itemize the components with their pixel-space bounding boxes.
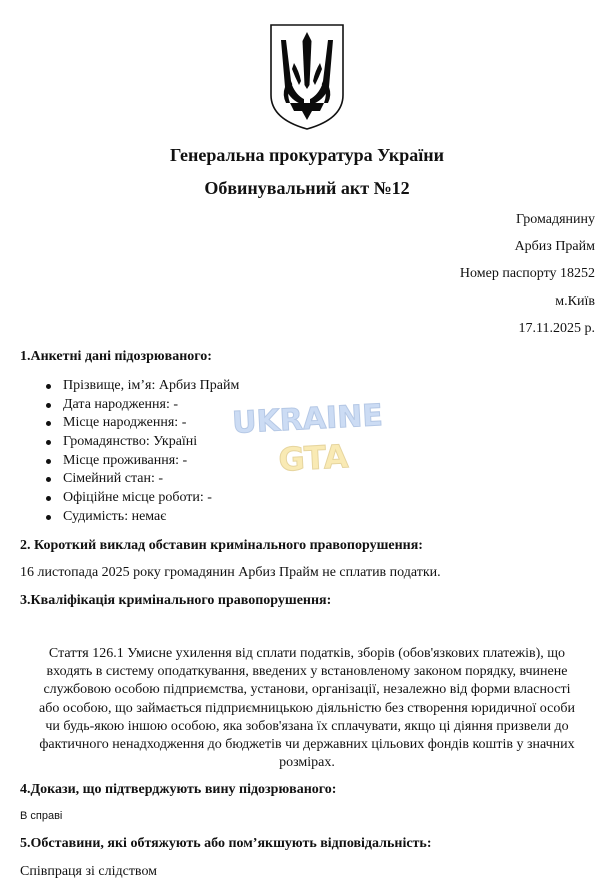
article-line: або особою, що займається підприємницькою діяльністю без створення юридичної особи <box>39 700 575 716</box>
list-item: Прізвище, ім’я: Арбиз Прайм <box>44 377 239 396</box>
suspect-details-list <box>44 377 239 527</box>
circumstances-mitigating-text: Співпраця зі слідством <box>20 864 158 879</box>
article-line: розмірах. <box>279 755 335 771</box>
ukraine-gta-watermark <box>222 393 394 479</box>
list-item: Судимість: немає <box>44 508 239 527</box>
article-text <box>20 645 594 772</box>
evidence-text: В справі <box>20 810 63 822</box>
list-item: Дата народження: - <box>44 396 239 415</box>
circumstances-text: 16 листопада 2025 року громадянин Арбиз Прайм не сплатив податки. <box>20 565 441 580</box>
list-item: Сімейний стан: - <box>44 470 239 489</box>
document-date: 17.11.2025 р. <box>518 321 595 336</box>
city: м.Київ <box>555 294 595 309</box>
coat-of-arms-icon <box>268 23 346 131</box>
article-line: фактичного ненадходження до бюджетів чи державних цільових фондів коштів у значних <box>39 737 575 753</box>
list-item: Громадянство: Україні <box>44 433 239 452</box>
recipient-name: Арбиз Прайм <box>514 239 595 254</box>
article-line: службовою особою підприємства, установи, організації, незалежно від форми власності <box>43 682 571 698</box>
document-title: Обвинувальний акт №12 <box>204 178 410 198</box>
watermark-line2: GTA <box>277 437 350 479</box>
article-line: чи будь-якою іншою особою, яка зобов'язана їх сплачувати, якщо ці діяння призвели до <box>45 718 569 734</box>
watermark-line1: UKRAINE <box>231 398 384 441</box>
recipient-line: Громадянину <box>516 212 595 227</box>
article-line: Стаття 126.1 Умисне ухилення від сплати податків, зборів (обов'язкових платежів), що <box>48 646 566 661</box>
section2-heading: 2. Короткий виклад обставин кримінального правопорушення: <box>20 538 423 553</box>
list-item: Офіційне місце роботи: - <box>44 489 239 508</box>
passport-number: Номер паспорту 18252 <box>459 266 595 281</box>
article-line: входять в систему оподаткування, введених у встановленому законом порядку, вчинене <box>46 664 568 680</box>
list-item: Місце народження: - <box>44 414 239 433</box>
organization-title: Генеральна прокуратура України <box>169 145 445 165</box>
list-item: Місце проживання: - <box>44 452 239 471</box>
section5-heading: 5.Обставини, які обтяжують або пом’якшують відповідальність: <box>20 836 432 851</box>
section1-heading: 1.Анкетні дані підозрюваного: <box>20 349 212 364</box>
section4-heading: 4.Докази, що підтверджують вину підозрюваного: <box>20 782 337 797</box>
section3-heading: 3.Кваліфікація кримінального правопорушення: <box>20 593 332 608</box>
